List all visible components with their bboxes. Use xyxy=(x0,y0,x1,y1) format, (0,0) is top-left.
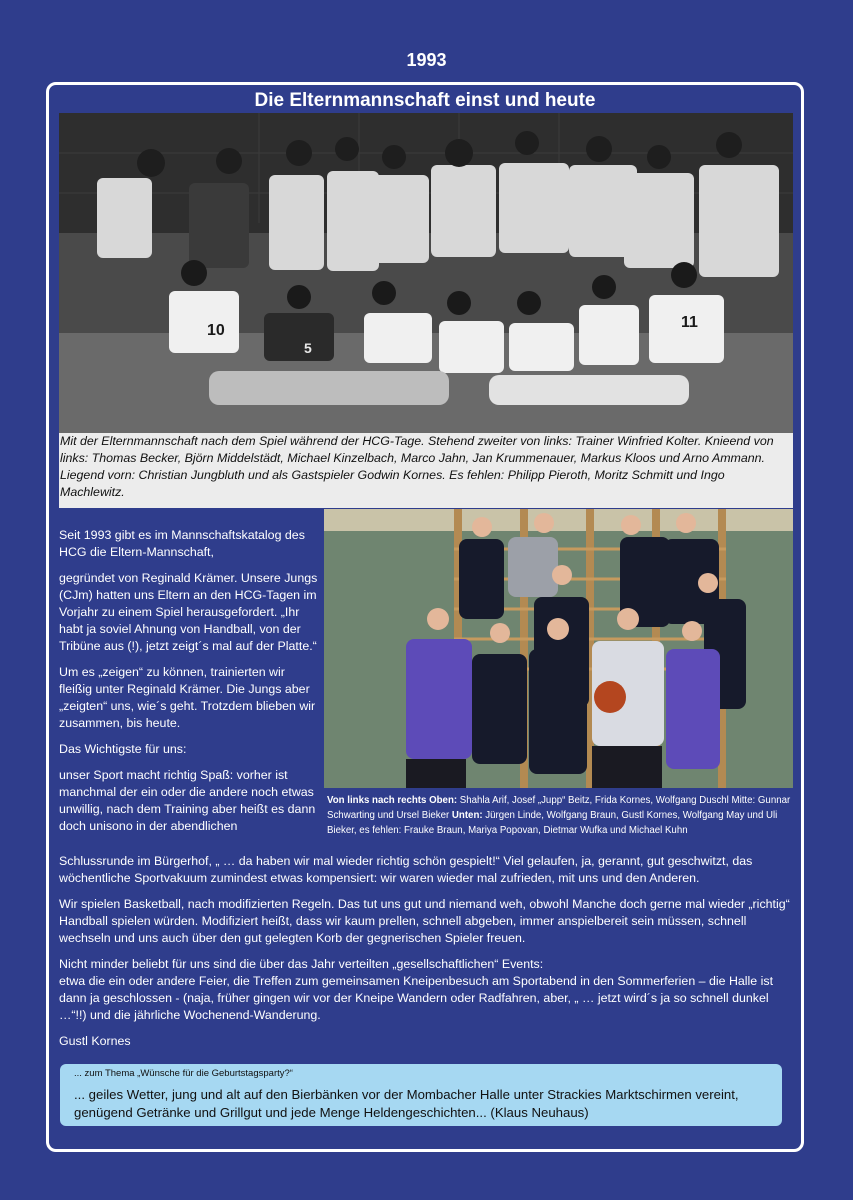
team-photo-today xyxy=(324,509,793,788)
year-heading: 1993 xyxy=(406,50,447,70)
jersey-number-3: 11 xyxy=(681,314,698,331)
team-photo-1993-image xyxy=(59,113,793,433)
caption-lead-bottom: Unten: xyxy=(451,810,483,821)
caption-part-2: Jürgen Linde, Wolfgang Braun, Gustl Kornes, Wolfgang May und Uli Bieker, es fehlen: Frauke Braun, Mariya Popovan, Dietmar Wufka und Michael Kuhn xyxy=(327,810,778,836)
team-photo-today-image xyxy=(324,509,793,788)
article-full-width xyxy=(59,853,793,1059)
caption-part-1: Shahla Arif, Josef „Jupp“ Beitz, Frida Kornes, Wolfgang Duschl Mitte: Gunnar Schwarting und Ursel Bieker xyxy=(327,795,791,821)
article-column xyxy=(59,527,321,844)
article-paragraph-2: gegründet von Reginald Krämer. Unsere Jungs (CJm) hatten uns Eltern an den HCG-Tagen im Vorjahr zu einem Spiel herausgefordert. „Ihr habt ja soviel Ahnung von Handball, von der Tribüne aus (!), jetzt zeigt´s mal auf der Platte.“ xyxy=(59,571,318,653)
article-paragraph-7a: Nicht minder beliebt für uns sind die über das Jahr verteilten „gesellschaftlichen“ Events: xyxy=(59,957,544,971)
article-paragraph-6: Wir spielen Basketball, nach modifizierten Regeln. Das tut uns gut und niemand weh, obwohl Manche doch gerne mal wieder „richtig“ Handball spielen würden. Modifiziert heißt, dass wir kaum prellen, schnell abgeben, immer anspielbereit sein müssen, schnell wechseln und uns auch über den gut gelegten Korb der gegnerischen Spieler freuen. xyxy=(59,897,790,945)
article-signature: Gustl Kornes xyxy=(59,1034,131,1048)
article-paragraph-5a: unser Sport macht richtig Spaß: vorher ist manchmal der ein oder die andere noch etwas unwillig, nach dem Training aber heißt es dann doch unisono in der abendlichen xyxy=(59,768,316,833)
caption-lead-top: Von links nach rechts Oben: xyxy=(327,795,458,806)
page-title: Die Elternmannschaft einst und heute xyxy=(254,90,596,111)
article-paragraph-4: Das Wichtigste für uns: xyxy=(59,742,187,756)
quote-text: ... geiles Wetter, jung und alt auf den Bierbänken vor der Mombacher Halle unter Strackies Marktschirmen vereint, genügend Getränke und Grillgut und jede Menge Heldengeschichten... (Klaus Neuhaus) xyxy=(74,1087,739,1120)
quote-topic: ... zum Thema „Wünsche für die Geburtstagsparty?“ xyxy=(74,1068,293,1079)
article-paragraph-5b: Schlussrunde im Bürgerhof, „ … da haben wir mal wieder richtig schön gespielt!“ Viel gelaufen, ja, gerannt, gut geschwitzt, das wöchentliche Sportvakuum zumindest etwas kompensiert: wir waren wieder mal zufrieden, mit uns und den Anderen. xyxy=(59,854,753,885)
photo-today-caption xyxy=(327,793,792,838)
article-paragraph-3: Um es „zeigen“ zu können, trainierten wir fleißig unter Reginald Krämer. Die Jungs aber „zeigten“ uns, wie´s geht. Trotzdem blieben wir zusammen, bis heute. xyxy=(59,665,316,730)
article-paragraph-7b: etwa die ein oder andere Feier, die Treffen zum gemeinsamen Kneipenbesuch am Sportabend in den Sommerferien – die Halle ist dann ja geschlossen - (naja, früher gingen wir vor der Kneipe Wandern oder Radfahren, aber, „ … jetzt wird´s ja so schnell dunkel …“!!) und die jährliche Wochenend-Wanderung. xyxy=(59,974,774,1022)
photo-1993-caption: Mit der Elternmannschaft nach dem Spiel während der HCG-Tage. Stehend zweiter von links: Trainer Winfried Kolter. Knieend von links: Thomas Becker, Björn Middelstädt, Michael Kinzelbach, Marco Jahn, Jan Krummenauer, Markus Kloos und Arno Ammann. Liegend vorn: Christian Jungbluth und als Gastspieler Godwin Kornes. Es fehlen: Philipp Pieroth, Moritz Schmitt und Ingo Machlewitz. xyxy=(60,434,774,499)
jersey-number-2: 5 xyxy=(304,340,312,356)
jersey-number-1: 10 xyxy=(207,322,225,339)
quote-box xyxy=(60,1064,782,1126)
article-paragraph-1: Seit 1993 gibt es im Mannschaftskatalog des HCG die Eltern-Mannschaft, xyxy=(59,528,305,559)
